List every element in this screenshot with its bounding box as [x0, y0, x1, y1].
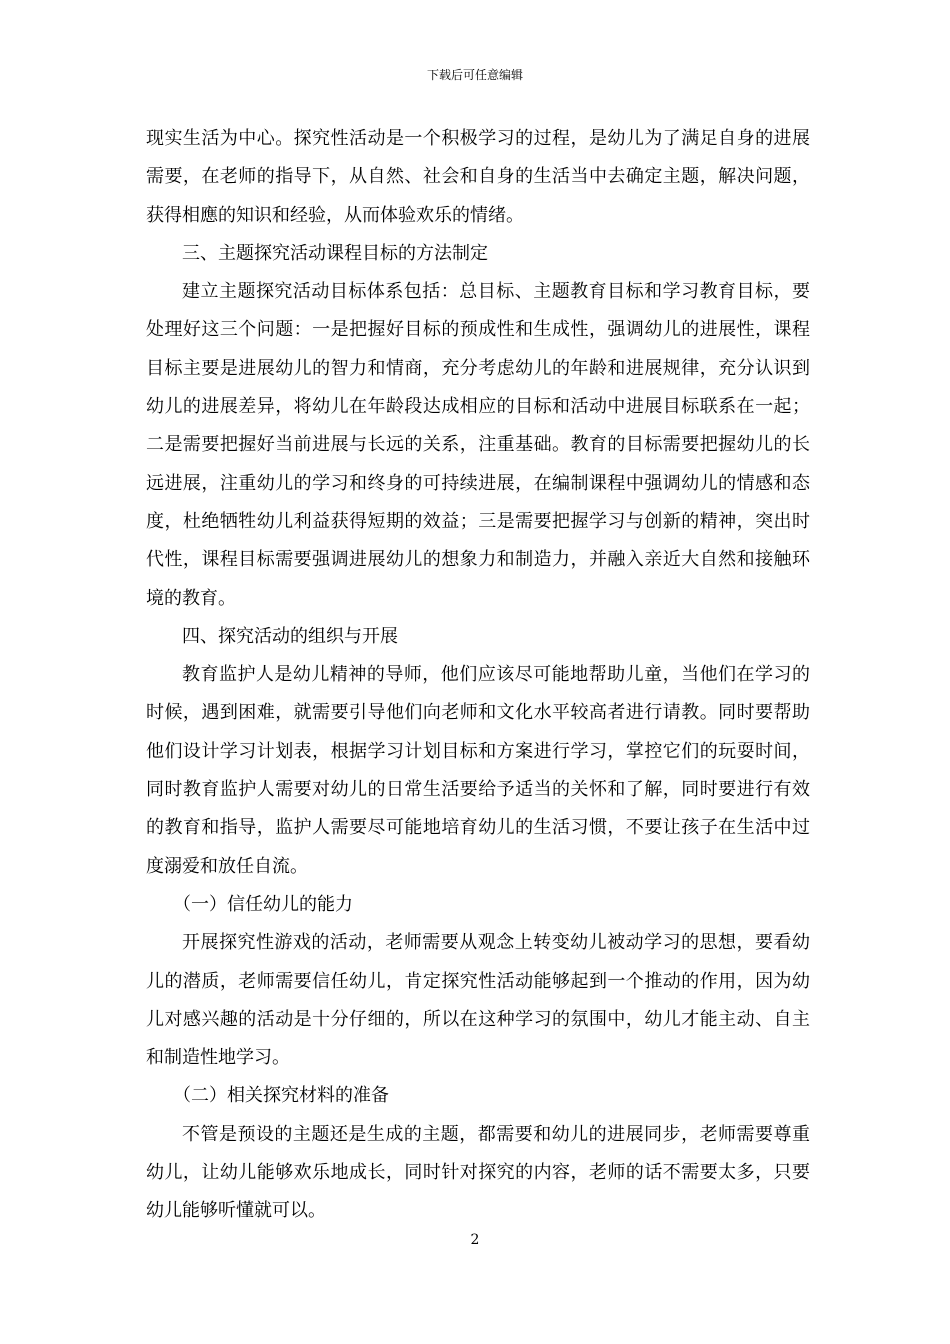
paragraph-guardians: 教育监护人是幼儿精神的导师，他们应该尽可能地帮助儿童，当他们在学习的时候，遇到困难，就需要引导他们向老师和文化水平较高者进行请教。同时要帮助他们设计学习计划表，根据学习计划目标和方案进行学习，掌控它们的玩耍时间，同时教育监护人需要对幼儿的日常生活要给予适当的关怀和了解，同时要进行有效的教育和指导，监护人需要尽可能地培育幼儿的生活习惯，不要让孩子在生活中过度溺爱和放任自流。	[146, 664, 810, 877]
paragraph-continuation: 现实生活为中心。探究性活动是一个积极学习的过程，是幼儿为了满足自身的进展需要，在老师的指导下，从自然、社会和自身的生活当中去确定主题，解决问题，获得相應的知识和经验，从而体验欢乐的情绪。	[146, 128, 810, 226]
paragraph-materials: 不管是预设的主题还是生成的主题，都需要和幼儿的进展同步，老师需要尊重幼儿，让幼儿能够欢乐地成长，同时针对探究的内容，老师的话不需要太多，只要幼儿能够听懂就可以。	[146, 1123, 810, 1222]
section-heading-4: 四、探究活动的组织与开展	[182, 625, 398, 647]
subsection-heading-2: （二）相关探究材料的准备	[173, 1085, 389, 1107]
page-header: 下载后可任意编辑	[426, 68, 523, 82]
subsection-heading-1: （一）信任幼儿的能力	[173, 893, 353, 915]
paragraph-objectives: 建立主题探究活动目标体系包括：总目标、主题教育目标和学习教育目标，要处理好这三个问题：一是把握好目标的预成性和生成性，强调幼儿的进展性，课程目标主要是进展幼儿的智力和情商，充分考虑幼儿的年龄和进展规律，充分认识到幼儿的进展差异，将幼儿在年龄段达成相应的目标和活动中进展目标联系在一起；二是需要把握好当前进展与长远的关系，注重基础。教育的目标需要把握幼儿的长远进展，注重幼儿的学习和终身的可持续进展，在编制课程中强调幼儿的情感和态度，杜绝牺牲幼儿利益获得短期的效益；三是需要把握学习与创新的精神，突出时代性，课程目标需要强调进展幼儿的想象力和制造力，并融入亲近大自然和接触环境的教育。	[146, 281, 810, 609]
paragraph-trust: 开展探究性游戏的活动，老师需要从观念上转变幼儿被动学习的思想，要看幼儿的潜质，老师需要信任幼儿，肯定探究性活动能够起到一个推动的作用，因为幼儿对感兴趣的活动是十分仔细的，所以在这种学习的氛围中，幼儿才能主动、自主和制造性地学习。	[146, 932, 810, 1069]
page-number: 2	[470, 1232, 480, 1248]
section-heading-3: 三、主题探究活动课程目标的方法制定	[182, 242, 488, 264]
document-body	[146, 120, 810, 1231]
